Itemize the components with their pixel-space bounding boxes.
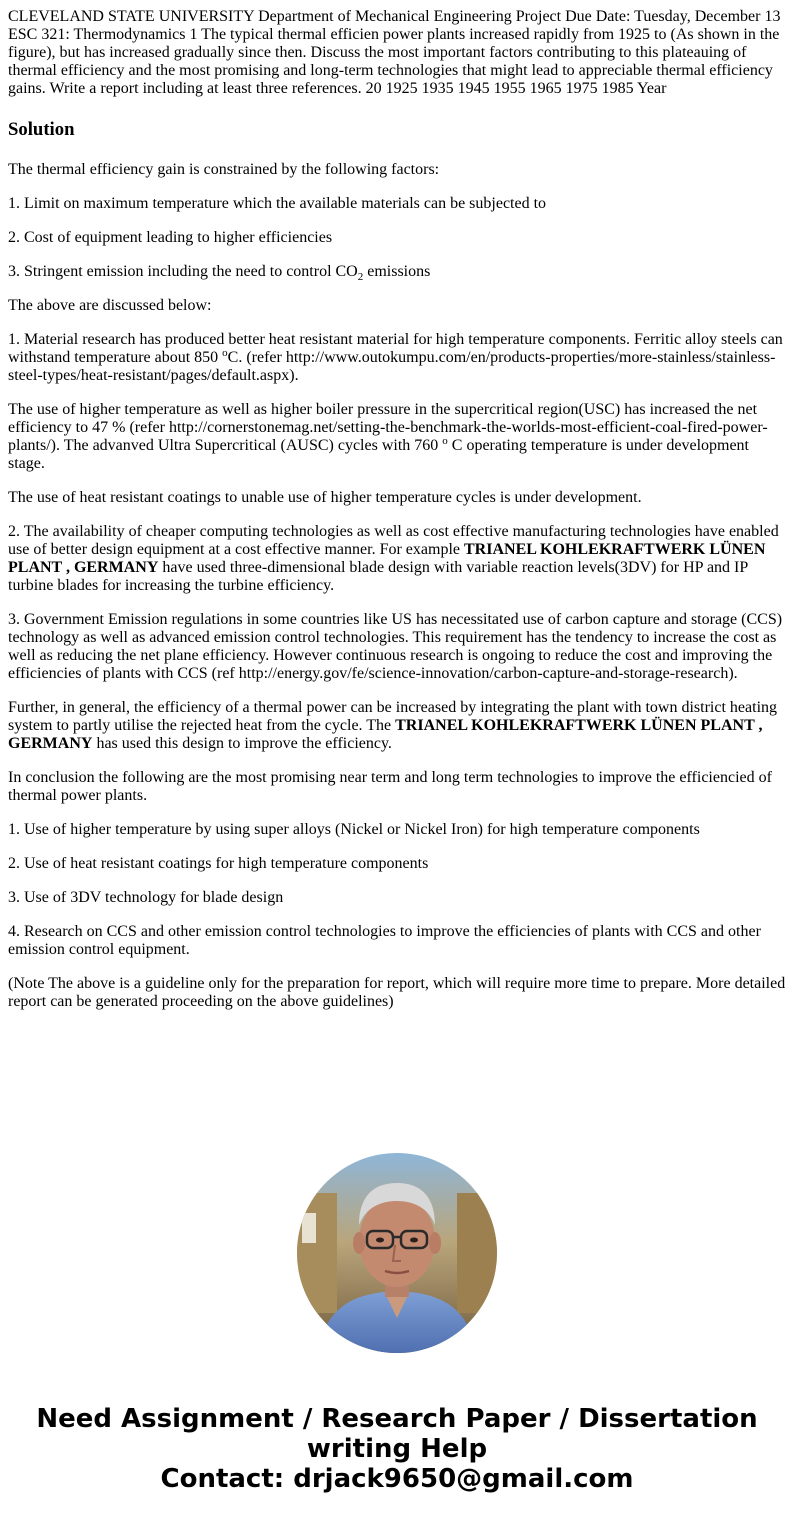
avatar	[297, 1153, 497, 1353]
solution-heading: Solution	[8, 119, 75, 140]
material-text-end: C. (refer http://www.outokumpu.com/en/products-properties/more-stainless/stainless-steel-types/heat-resistant/pages/default.aspx).	[8, 349, 776, 384]
promo-banner	[0, 1404, 794, 1494]
plant-name-bold: TRIANEL KOHLEKRAFTWERK LÜNEN PLANT , GERMANY	[8, 541, 766, 576]
conclusion-item-3: 3. Use of 3DV technology for blade design	[8, 889, 284, 906]
factor-item-3	[8, 263, 786, 281]
question-text: CLEVELAND STATE UNIVERSITY Department of Mechanical Engineering Project Due Date: Tuesday, December 13 ESC 321: Thermodynamics 1 The typical thermal efficien power plants increased rapidly from 1925 to (As shown in the figure), but has increased gradually since then. Discuss the most important factors contributing to this plateauing of thermal efficiency and the most promising and long-term technologies that might lead to appreciable thermal efficiency gains. Write a report including at least three references. 20 1925 1935 1945 1955 1965 1975 1985 Year	[8, 8, 781, 97]
co2-subscript: 2	[357, 271, 364, 283]
material-paragraph	[8, 331, 786, 385]
district-heating-paragraph	[8, 699, 786, 753]
note-paragraph: (Note The above is a guideline only for the preparation for report, which will require more time to prepare. More detailed report can be generated proceeding on the above guidelines)	[8, 975, 786, 1010]
computing-text: 2. The availability of cheaper computing technologies as well as cost effective manufacturing technologies have enabled use of better design equipment at a cost effective manner. For example	[8, 523, 779, 558]
conclusion-item-2: 2. Use of heat resistant coatings for high temperature components	[8, 855, 429, 872]
factor-item-2: 2. Cost of equipment leading to higher efficiencies	[8, 229, 333, 246]
document-content	[8, 8, 786, 1027]
promo-line-1: Need Assignment / Research Paper / Dissertation	[36, 1404, 758, 1434]
further-text-end: has used this design to improve the efficiency.	[92, 735, 392, 752]
promo-line-2: writing Help	[306, 1434, 488, 1464]
coatings-paragraph: The use of heat resistant coatings to unable use of higher temperature cycles is under development.	[8, 489, 642, 506]
factor-item-1: 1. Limit on maximum temperature which the available materials can be subjected to	[8, 195, 547, 212]
material-text: 1. Material research has produced better heat resistant material for high temperature components. Ferritic alloy steels can withstand temperature about 850	[8, 331, 783, 366]
conclusion-item-1: 1. Use of higher temperature by using super alloys (Nickel or Nickel Iron) for high temperature components	[8, 821, 700, 838]
degree-superscript: o	[442, 435, 448, 447]
computing-paragraph	[8, 523, 786, 595]
usc-paragraph	[8, 401, 786, 473]
further-text: Further, in general, the efficiency of a thermal power can be increased by integrating the plant with town district heating system to partly utilise the rejected heat from the cycle. The	[8, 699, 778, 734]
plant-name-bold: TRIANEL KOHLEKRAFTWERK LÜNEN PLANT , GERMANY	[8, 717, 763, 752]
emission-paragraph: 3. Government Emission regulations in some countries like US has necessitated use of carbon capture and storage (CCS) technology as well as advanced emission control technologies. This requirement has the tendency to increase the cost as well as reducing the net plane efficiency. However continuous research is ongoing to reduce the cost and improving the efficiencies of plants with CCS (ref http://energy.gov/fe/science-innovation/carbon-capture-and-storage-research).	[8, 611, 783, 682]
conclusion-paragraph: In conclusion the following are the most promising near term and long term technologies to improve the efficiencied of thermal power plants.	[8, 769, 772, 804]
usc-text-end: C operating temperature is under development stage.	[8, 437, 749, 472]
discussed-below: The above are discussed below:	[8, 297, 212, 314]
intro-paragraph: The thermal efficiency gain is constrained by the following factors:	[8, 161, 440, 178]
conclusion-item-4: 4. Research on CCS and other emission control technologies to improve the efficiencies of plants with CCS and other emission control equipment.	[8, 923, 761, 958]
avatar-portrait	[297, 1153, 497, 1353]
degree-superscript: o	[222, 347, 228, 359]
factor-3-text: 3. Stringent emission including the need to control CO	[8, 263, 358, 280]
computing-text-end: have used three-dimensional blade design with variable reaction levels(3DV) for HP and IP turbine blades for increasing the turbine efficiency.	[8, 559, 748, 594]
usc-text: The use of higher temperature as well as higher boiler pressure in the supercritical region(USC) has increased the net efficiency to 47 % (refer http://cornerstonemag.net/setting-the-benchmark-the-worlds-most-efficient-coal-fired-power-plants/). The advanved Ultra Supercritical (AUSC) cycles with 760	[8, 401, 768, 454]
factor-3-suffix: emissions	[363, 263, 431, 280]
promo-contact: Contact: drjack9650@gmail.com	[160, 1464, 634, 1494]
